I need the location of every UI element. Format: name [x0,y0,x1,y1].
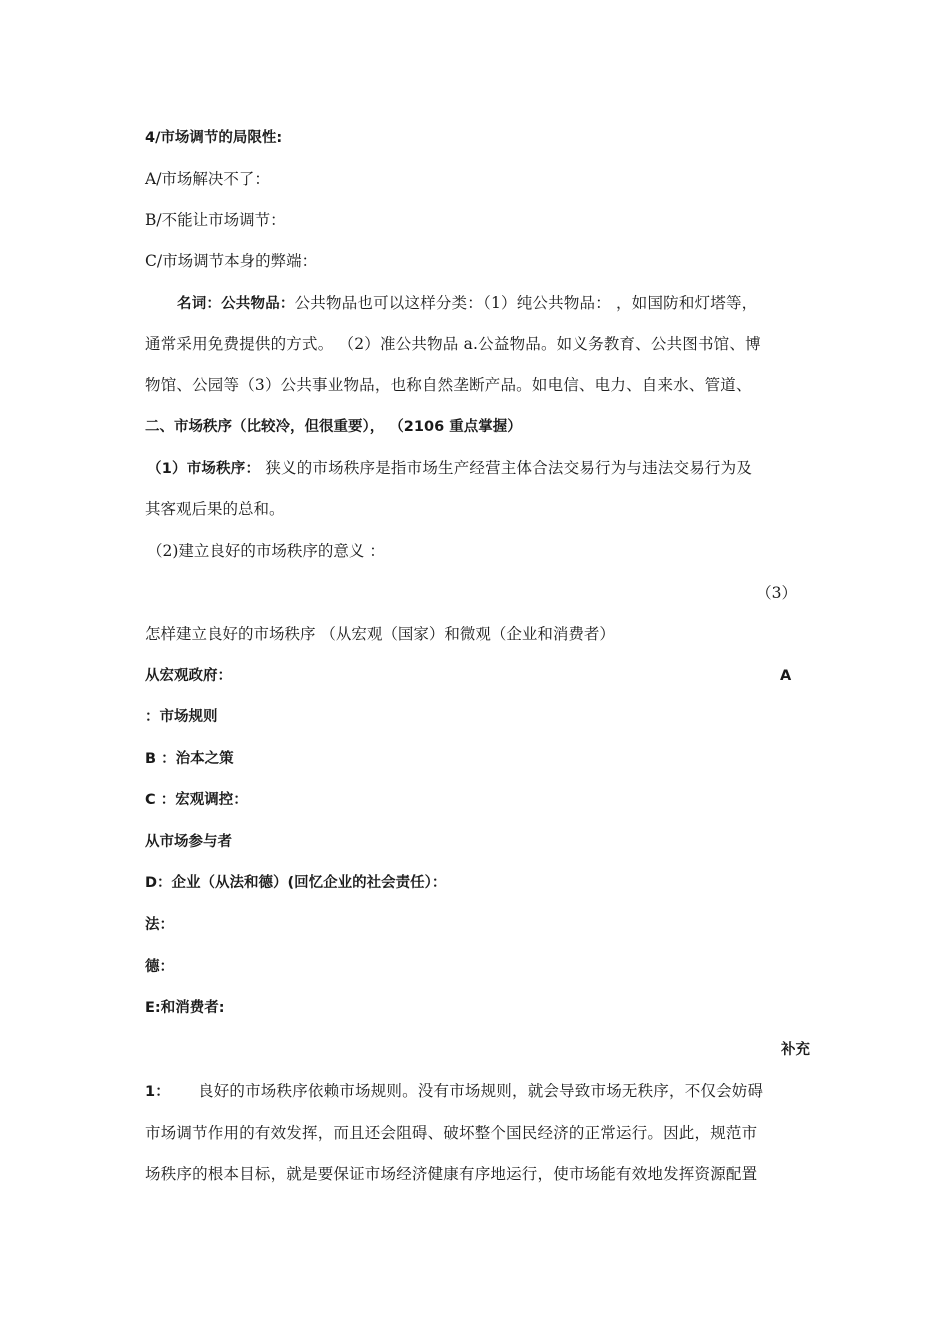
text-line: （2)建立良好的市场秩序的意义 ： [147,542,385,560]
text-line: ：市场规则 [145,709,218,725]
macro-government-line [145,665,810,687]
text-line: B/不能让市场调节： [145,211,286,229]
text-line: 其客观后果的总和。 [145,500,285,518]
text-line: B ：治本之策 [145,751,234,767]
text-line: E:和消费者: [145,1000,225,1016]
item-label: （1）市场秩序： [147,461,261,477]
public-goods-paragraph-line [177,292,810,315]
text-line: C ：宏观调控： [145,792,248,808]
section-heading-market-order: 二、市场秩序（比较冷，但很重要）， （2106 重点掌握） [145,419,522,435]
market-order-definition-line [147,457,812,480]
item-number: （3） [756,584,797,602]
text-line: 德： [145,959,174,975]
item-number: 1： [145,1084,170,1100]
text-line: 通常采用免费提供的方式。 （2）准公共物品 a.公益物品。如义务教育、公共图书馆、博 [145,335,761,353]
text-line: D：企业（从法和德）(回忆企业的社会责任）： [145,875,447,891]
subheading: 从宏观政府： [145,668,232,684]
text-line: 场秩序的根本目标，就是要保证市场经济健康有序地运行，使市场能有效地发挥资源配置 [145,1165,758,1183]
text-line: A/市场解决不了： [145,170,270,188]
term-label: 名词：公共物品： [177,296,295,312]
text-line: C/市场调节本身的弊端： [145,252,318,270]
supplement-label: 补充 [781,1042,810,1058]
item-letter: A [780,668,792,684]
text-line: 市场调节作用的有效发挥，而且还会阻碍、破坏整个国民经济的正常运行。因此，规范市 [145,1124,758,1142]
text-line: 怎样建立良好的市场秩序 （从宏观（国家）和微观（企业和消费者） [145,625,615,643]
text-span: 良好的市场秩序依赖市场规则。没有市场规则，就会导致市场无秩序，不仅会妨碍 [198,1082,764,1100]
subheading: 从市场参与者 [145,834,232,850]
supplement-paragraph-line [145,1080,810,1103]
text-span: 公共物品也可以这样分类：（1）纯公共物品： ，如国防和灯塔等， [294,294,758,312]
text-line: 物馆、公园等（3）公共事业物品，也称自然垄断产品。如电信、电力、自来水、管道、 [145,376,752,394]
heading-market-limitations: 4/市场调节的局限性: [145,130,283,146]
text-span: 狭义的市场秩序是指市场生产经营主体合法交易行为与违法交易行为及 [260,459,753,477]
text-line: 法： [145,917,174,933]
